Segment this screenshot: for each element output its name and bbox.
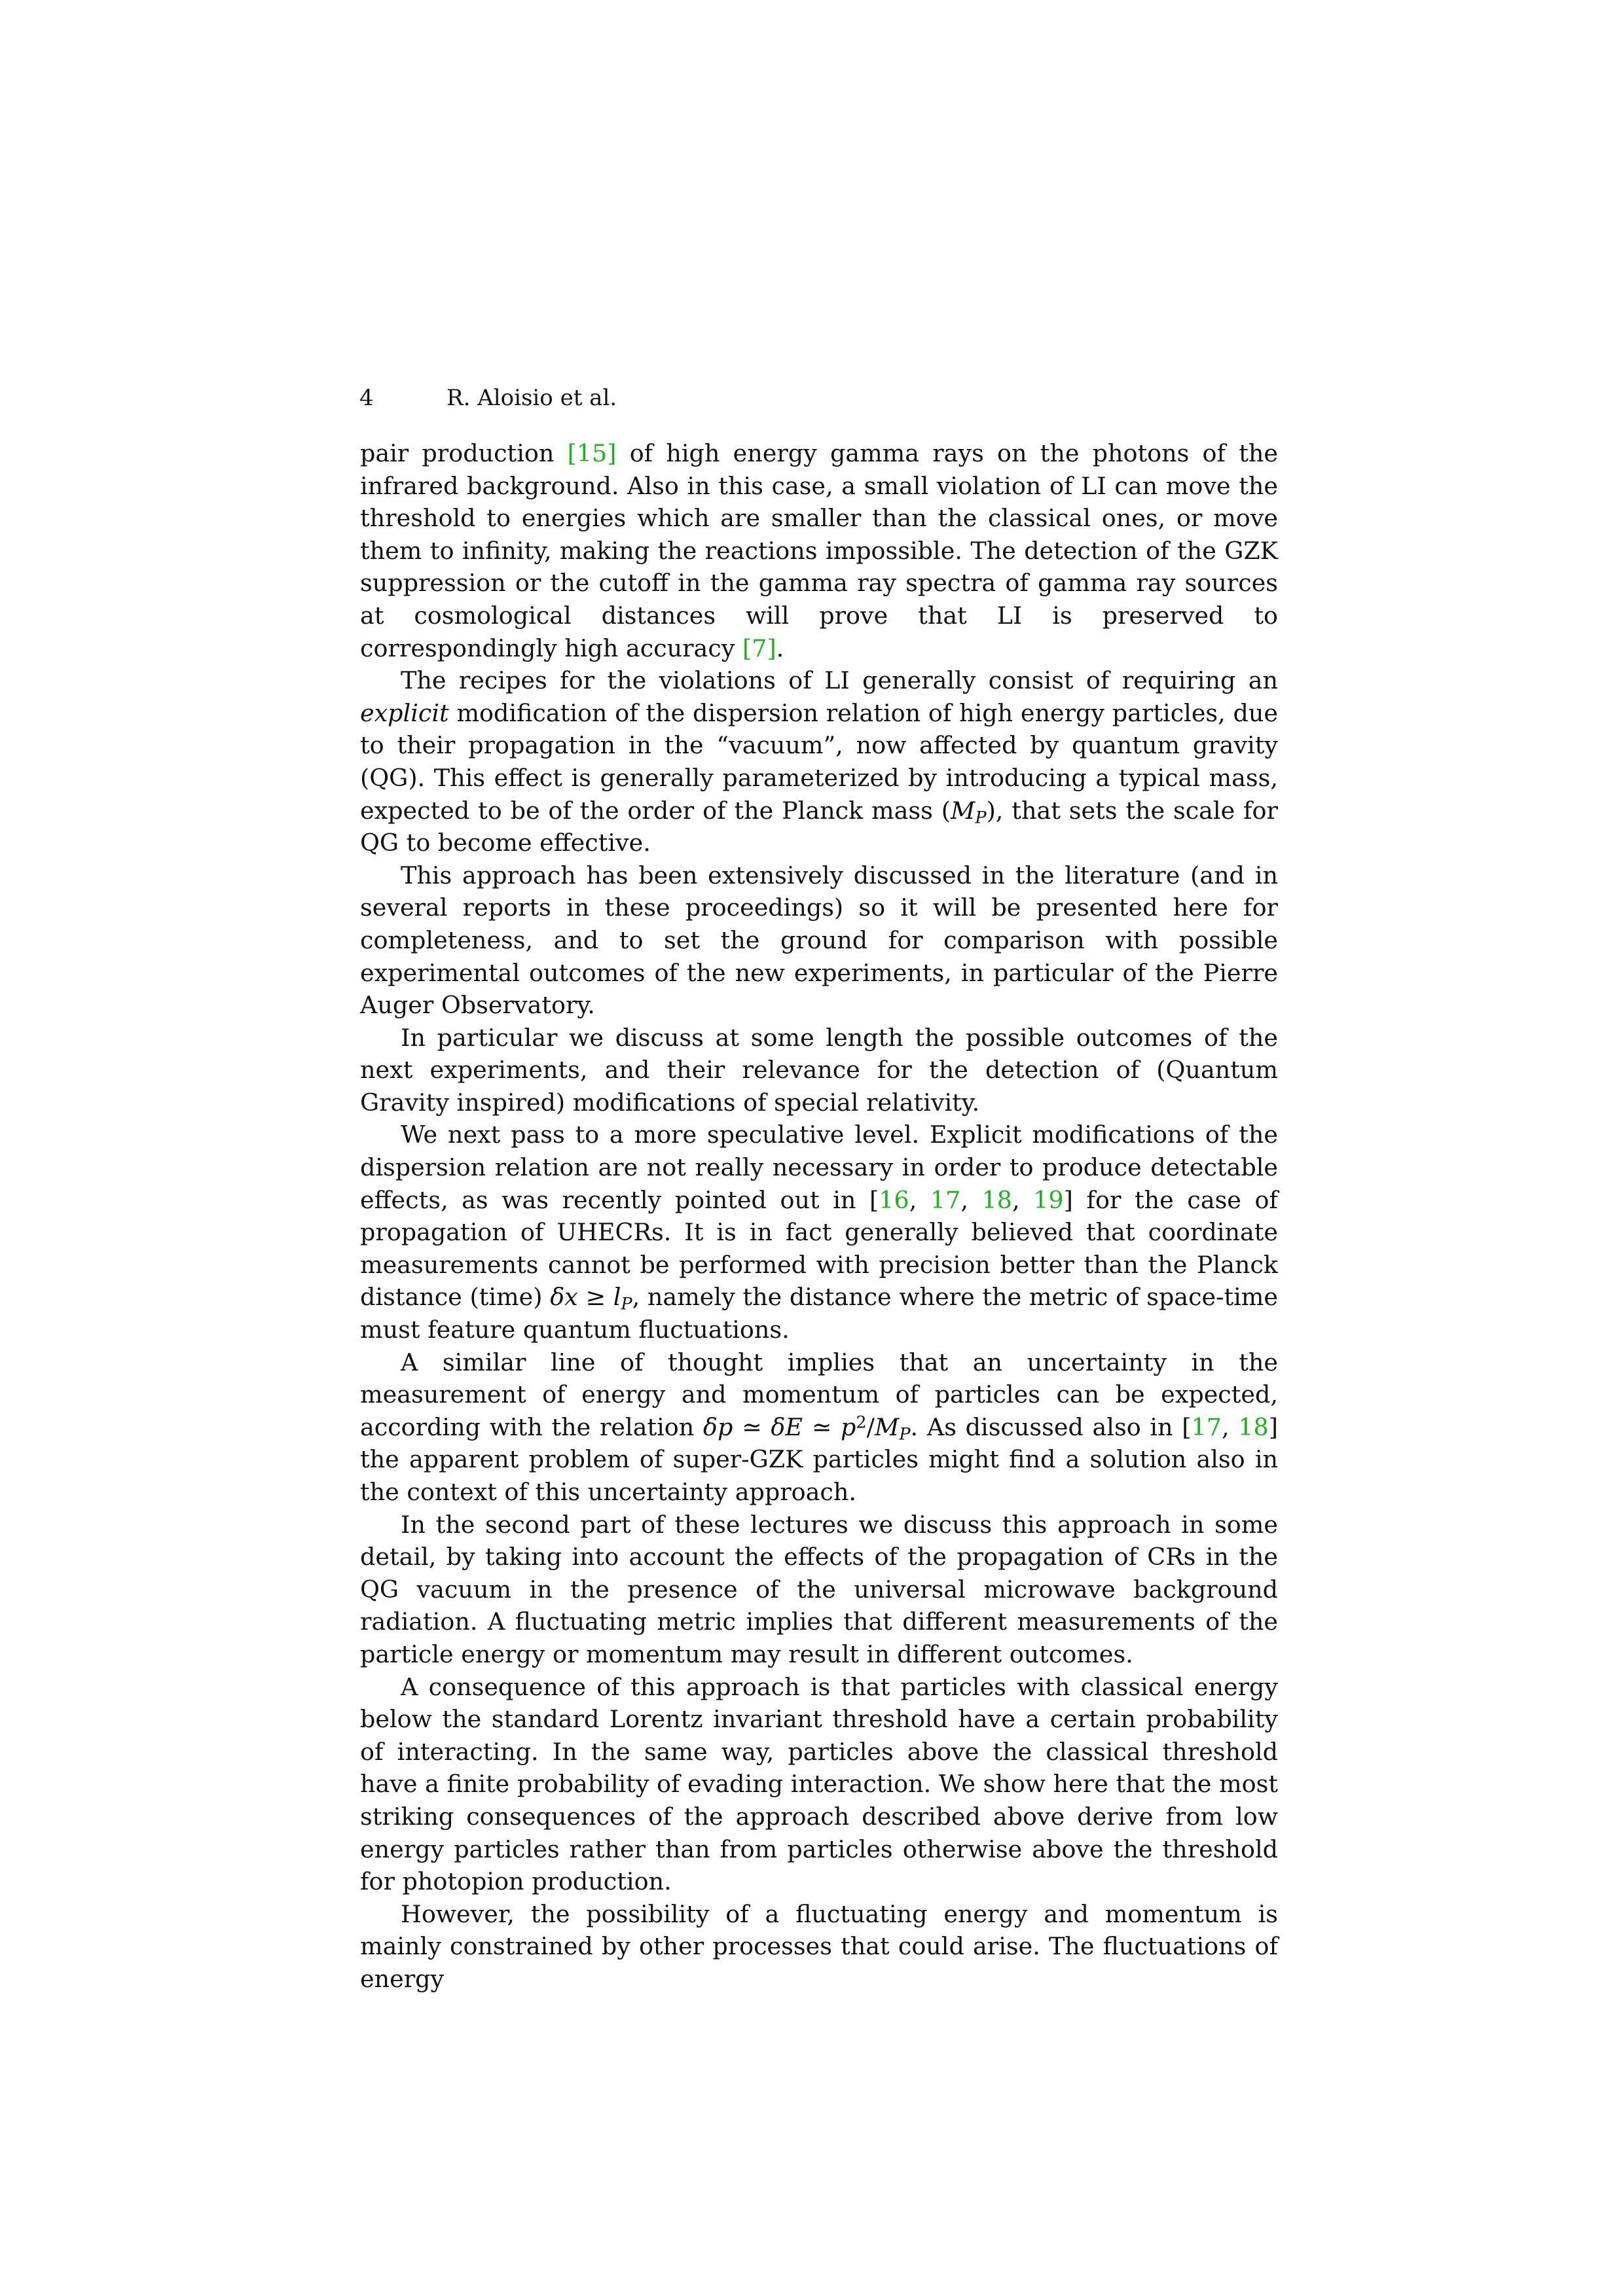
paragraph [360, 437, 1278, 664]
math-symbol: M [950, 796, 976, 825]
paragraph [360, 859, 1278, 1022]
paragraph [360, 664, 1278, 859]
text-run: A consequence of this approach is that particles with classical energy below the standard Lorentz invariant threshold have a certain probability of interacting. In the same way, particles above the classical threshold have a finite probability of evading interaction. We show here that the most striking consequences of the approach described above derive from low energy particles rather than from particles otherwise above the threshold for photopion production. [360, 1672, 1278, 1896]
math-symbol: δx [550, 1283, 578, 1312]
paragraph [360, 1022, 1278, 1119]
citation-link[interactable]: 17 [1191, 1412, 1222, 1441]
running-header [359, 380, 1276, 416]
citation-link[interactable]: [7] [742, 634, 776, 662]
text-run: , [909, 1185, 930, 1214]
text-run: This approach has been extensively discussed in the literature (and in several reports in these proceedings) so it will be presented here for completeness, and to set the ground for comparison with possible experimental outcomes of the new experiments, in particular of the Pierre Auger Observatory. [360, 861, 1278, 1020]
math-symbol: δE [771, 1412, 803, 1441]
paragraph [360, 1346, 1278, 1509]
text-run: However, the possibility of a fluctuating energy and momentum is mainly constrained by other processes that could arise. The fluctuations of energy [360, 1899, 1278, 1993]
math-symbol: l [613, 1283, 621, 1312]
paragraph [360, 1671, 1278, 1898]
page-number: 4 [359, 385, 374, 411]
emphasis-text: explicit [360, 698, 449, 727]
text-run: modification of the dispersion relation of high energy particles, due to their propagation in the “vacuum”, now affected by quantum gravity (QG). This effect is generally parameterized by introducing a typical mass, expected to be of the order of the Planck mass ( [360, 698, 1278, 825]
text-run: We next pass to a more speculative level. Explicit modifications of the dispersion relation are not really necessary in order to produce detectable effects, as was recently pointed out in [ [360, 1121, 1278, 1214]
body-text [360, 437, 1278, 1996]
math-symbol: M [874, 1412, 900, 1441]
citation-link[interactable]: 18 [1238, 1412, 1269, 1441]
math-subscript: P [621, 1294, 632, 1314]
math-symbol: δp [703, 1412, 733, 1441]
text-run: In the second part of these lectures we discuss this approach in some detail, by taking into account the effects of the propagation of CRs in the QG vacuum in the presence of the universal microwave background radiation. A fluctuating metric implies that different measurements of the particle energy or momentum may result in different outcomes. [360, 1510, 1278, 1668]
text-run: ≃ [803, 1412, 841, 1441]
text-run: ] for the case of propagation of UHECRs. It is in fact generally believed that coordinate measurements cannot be performed with precision better than the Planck distance (time) [360, 1185, 1278, 1312]
text-run: of high energy gamma rays on the photons of the infrared background. Also in this case, a small violation of LI can move the threshold to energies which are smaller than the classical ones, or move them to infinity, making the reactions impossible. The detection of the GZK suppression or the cutoff in the gamma ray spectra of gamma ray sources at cosmological distances will prove that LI is preserved to correspondingly high accuracy [360, 439, 1278, 662]
running-title: R. Aloisio et al. [447, 385, 617, 411]
text-run: A similar line of thought implies that an uncertainty in the measurement of energy and momentum of particles can be expected, according with the relation [360, 1348, 1278, 1441]
text-run: In particular we discuss at some length the possible outcomes of the next experiments, and their relevance for the detection of (Quantum Gravity inspired) modifications of special relativity. [360, 1023, 1278, 1117]
text-run: . As discussed also in [ [910, 1412, 1192, 1441]
citation-link[interactable]: 17 [930, 1185, 961, 1214]
paragraph [360, 1119, 1278, 1346]
text-run: , [960, 1185, 982, 1214]
text-run: ≃ [733, 1412, 771, 1441]
math-symbol: p [841, 1412, 856, 1441]
text-run: ), that sets the scale for QG to become effective. [360, 796, 1278, 857]
text-run: ] the apparent problem of super-GZK particles might find a solution also in the context of this uncertainty approach. [360, 1412, 1278, 1506]
text-run: ≥ [577, 1283, 613, 1312]
math-superscript: 2 [856, 1412, 867, 1433]
citation-link[interactable]: 16 [879, 1185, 909, 1214]
text-run: pair production [360, 439, 568, 467]
paragraph [360, 1898, 1278, 1996]
paragraph [360, 1509, 1278, 1671]
citation-link[interactable]: 19 [1033, 1185, 1064, 1214]
math-subscript: P [899, 1424, 911, 1444]
text-run: , [1221, 1412, 1239, 1441]
citation-link[interactable]: [15] [567, 439, 617, 467]
citation-link[interactable]: 18 [981, 1185, 1012, 1214]
text-run: . [776, 634, 784, 662]
text-run: , namely the distance where the metric of space-time must feature quantum fluctuations. [360, 1283, 1278, 1344]
text-run: / [866, 1412, 875, 1441]
text-run: The recipes for the violations of LI generally consist of requiring an [401, 666, 1278, 695]
text-run: , [1012, 1185, 1034, 1214]
math-subscript: P [975, 807, 987, 827]
